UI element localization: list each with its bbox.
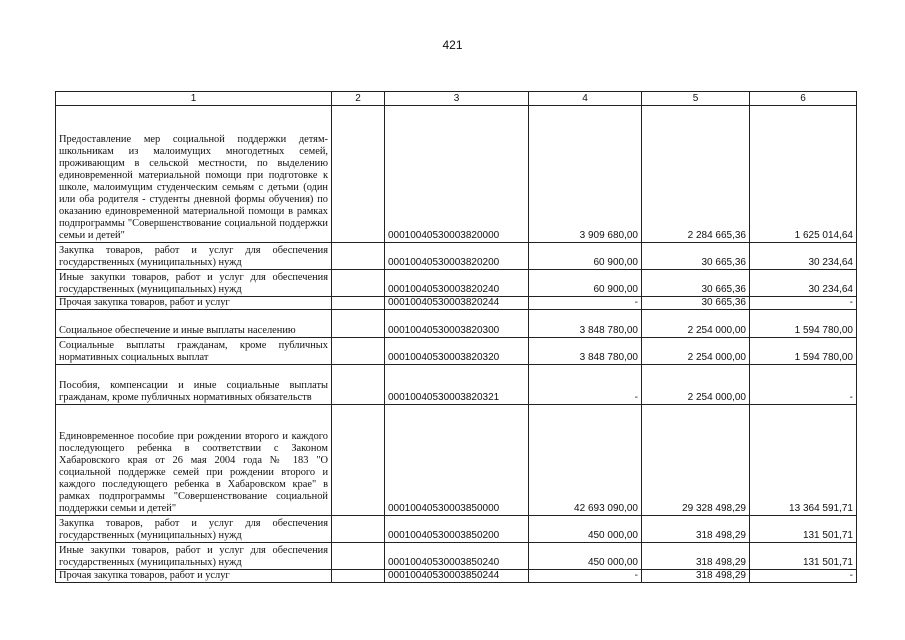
row-value-6: 30 234,64 bbox=[750, 243, 857, 270]
row-code: 00010040530003820240 bbox=[385, 270, 529, 297]
row-value-4: 3 848 780,00 bbox=[529, 310, 642, 338]
row-value-4: 3 848 780,00 bbox=[529, 338, 642, 365]
row-value-6: 131 501,71 bbox=[750, 516, 857, 543]
row-code: 00010040530003820200 bbox=[385, 243, 529, 270]
row-value-4: 3 909 680,00 bbox=[529, 106, 642, 243]
row-value-5: 318 498,29 bbox=[642, 543, 750, 570]
row-value-6: - bbox=[750, 570, 857, 583]
row-value-4: - bbox=[529, 365, 642, 405]
row-value-4: 60 900,00 bbox=[529, 243, 642, 270]
row-value-6: 131 501,71 bbox=[750, 543, 857, 570]
row-name: Пособия, компенсации и иные социальные выплаты гражданам, кроме публичных нормативных обязательств bbox=[56, 365, 332, 405]
header-cell-4: 4 bbox=[529, 92, 642, 106]
row-code: 00010040530003850200 bbox=[385, 516, 529, 543]
row-value-6: 1 625 014,64 bbox=[750, 106, 857, 243]
row-value-6: 30 234,64 bbox=[750, 270, 857, 297]
row-code: 00010040530003850244 bbox=[385, 570, 529, 583]
row-code: 00010040530003820300 bbox=[385, 310, 529, 338]
table-row bbox=[56, 405, 857, 516]
row-name: Единовременное пособие при рождении второго и каждого последующего ребенка в соответствии с Законом Хабаровского края от 26 мая 2004 года № 183 "О социальной поддержке семей при рождении второго и каждого последующего ребенка в Хабаровском крае" в рамках подпрограммы "Совершенствование социальной поддержки семьи и детей" bbox=[56, 405, 332, 516]
row-name: Прочая закупка товаров, работ и услуг bbox=[56, 297, 332, 310]
row-value-5: 2 254 000,00 bbox=[642, 338, 750, 365]
row-col2 bbox=[332, 570, 385, 583]
table-row bbox=[56, 106, 857, 243]
row-name: Закупка товаров, работ и услуг для обеспечения государственных (муниципальных) нужд bbox=[56, 243, 332, 270]
row-value-6: 1 594 780,00 bbox=[750, 310, 857, 338]
row-value-5: 2 254 000,00 bbox=[642, 365, 750, 405]
row-col2 bbox=[332, 338, 385, 365]
row-name: Иные закупки товаров, работ и услуг для обеспечения государственных (муниципальных) нужд bbox=[56, 270, 332, 297]
row-col2 bbox=[332, 310, 385, 338]
header-cell-5: 5 bbox=[642, 92, 750, 106]
row-code: 00010040530003820244 bbox=[385, 297, 529, 310]
row-code: 00010040530003850000 bbox=[385, 405, 529, 516]
row-value-5: 2 254 000,00 bbox=[642, 310, 750, 338]
row-code: 00010040530003820320 bbox=[385, 338, 529, 365]
table-row bbox=[56, 243, 857, 270]
table-row bbox=[56, 570, 857, 583]
row-value-6: 1 594 780,00 bbox=[750, 338, 857, 365]
table-row bbox=[56, 516, 857, 543]
row-value-5: 30 665,36 bbox=[642, 243, 750, 270]
row-name: Прочая закупка товаров, работ и услуг bbox=[56, 570, 332, 583]
row-value-5: 30 665,36 bbox=[642, 297, 750, 310]
row-value-5: 29 328 498,29 bbox=[642, 405, 750, 516]
row-col2 bbox=[332, 365, 385, 405]
header-row bbox=[56, 92, 857, 106]
row-col2 bbox=[332, 516, 385, 543]
table-row bbox=[56, 365, 857, 405]
table-row bbox=[56, 310, 857, 338]
table-row bbox=[56, 270, 857, 297]
table-row bbox=[56, 297, 857, 310]
row-name: Иные закупки товаров, работ и услуг для обеспечения государственных (муниципальных) нужд bbox=[56, 543, 332, 570]
header-cell-6: 6 bbox=[750, 92, 857, 106]
row-value-6: - bbox=[750, 365, 857, 405]
row-name: Закупка товаров, работ и услуг для обеспечения государственных (муниципальных) нужд bbox=[56, 516, 332, 543]
row-code: 00010040530003820000 bbox=[385, 106, 529, 243]
row-code: 00010040530003850240 bbox=[385, 543, 529, 570]
row-name: Социальные выплаты гражданам, кроме публичных нормативных социальных выплат bbox=[56, 338, 332, 365]
row-code: 00010040530003820321 bbox=[385, 365, 529, 405]
row-name: Социальное обеспечение и иные выплаты населению bbox=[56, 310, 332, 338]
row-value-4: 450 000,00 bbox=[529, 516, 642, 543]
table-row bbox=[56, 338, 857, 365]
row-value-5: 318 498,29 bbox=[642, 516, 750, 543]
row-value-6: 13 364 591,71 bbox=[750, 405, 857, 516]
row-value-5: 2 284 665,36 bbox=[642, 106, 750, 243]
row-col2 bbox=[332, 243, 385, 270]
row-value-4: - bbox=[529, 570, 642, 583]
row-name: Предоставление мер социальной поддержки детям-школьникам из малоимущих многодетных семей, проживающим в сельской местности, по выделению единовременной материальной помощи при подготовке к школе, малоимущим студенческим семьям с детьми (один или оба родителя - студенты дневной формы обучения) по оказанию единовременной материальной помощи в рамках подпрограммы "Совершенствование социальной поддержки семьи и детей" bbox=[56, 106, 332, 243]
row-col2 bbox=[332, 543, 385, 570]
row-col2 bbox=[332, 106, 385, 243]
header-cell-2: 2 bbox=[332, 92, 385, 106]
row-value-5: 318 498,29 bbox=[642, 570, 750, 583]
row-value-5: 30 665,36 bbox=[642, 270, 750, 297]
row-col2 bbox=[332, 270, 385, 297]
row-col2 bbox=[332, 405, 385, 516]
table-row bbox=[56, 543, 857, 570]
header-cell-3: 3 bbox=[385, 92, 529, 106]
row-value-4: 42 693 090,00 bbox=[529, 405, 642, 516]
header-cell-1: 1 bbox=[56, 92, 332, 106]
row-value-4: 60 900,00 bbox=[529, 270, 642, 297]
row-value-4: - bbox=[529, 297, 642, 310]
budget-table bbox=[55, 91, 857, 583]
page-number: 421 bbox=[442, 38, 463, 52]
row-col2 bbox=[332, 297, 385, 310]
row-value-4: 450 000,00 bbox=[529, 543, 642, 570]
row-value-6: - bbox=[750, 297, 857, 310]
